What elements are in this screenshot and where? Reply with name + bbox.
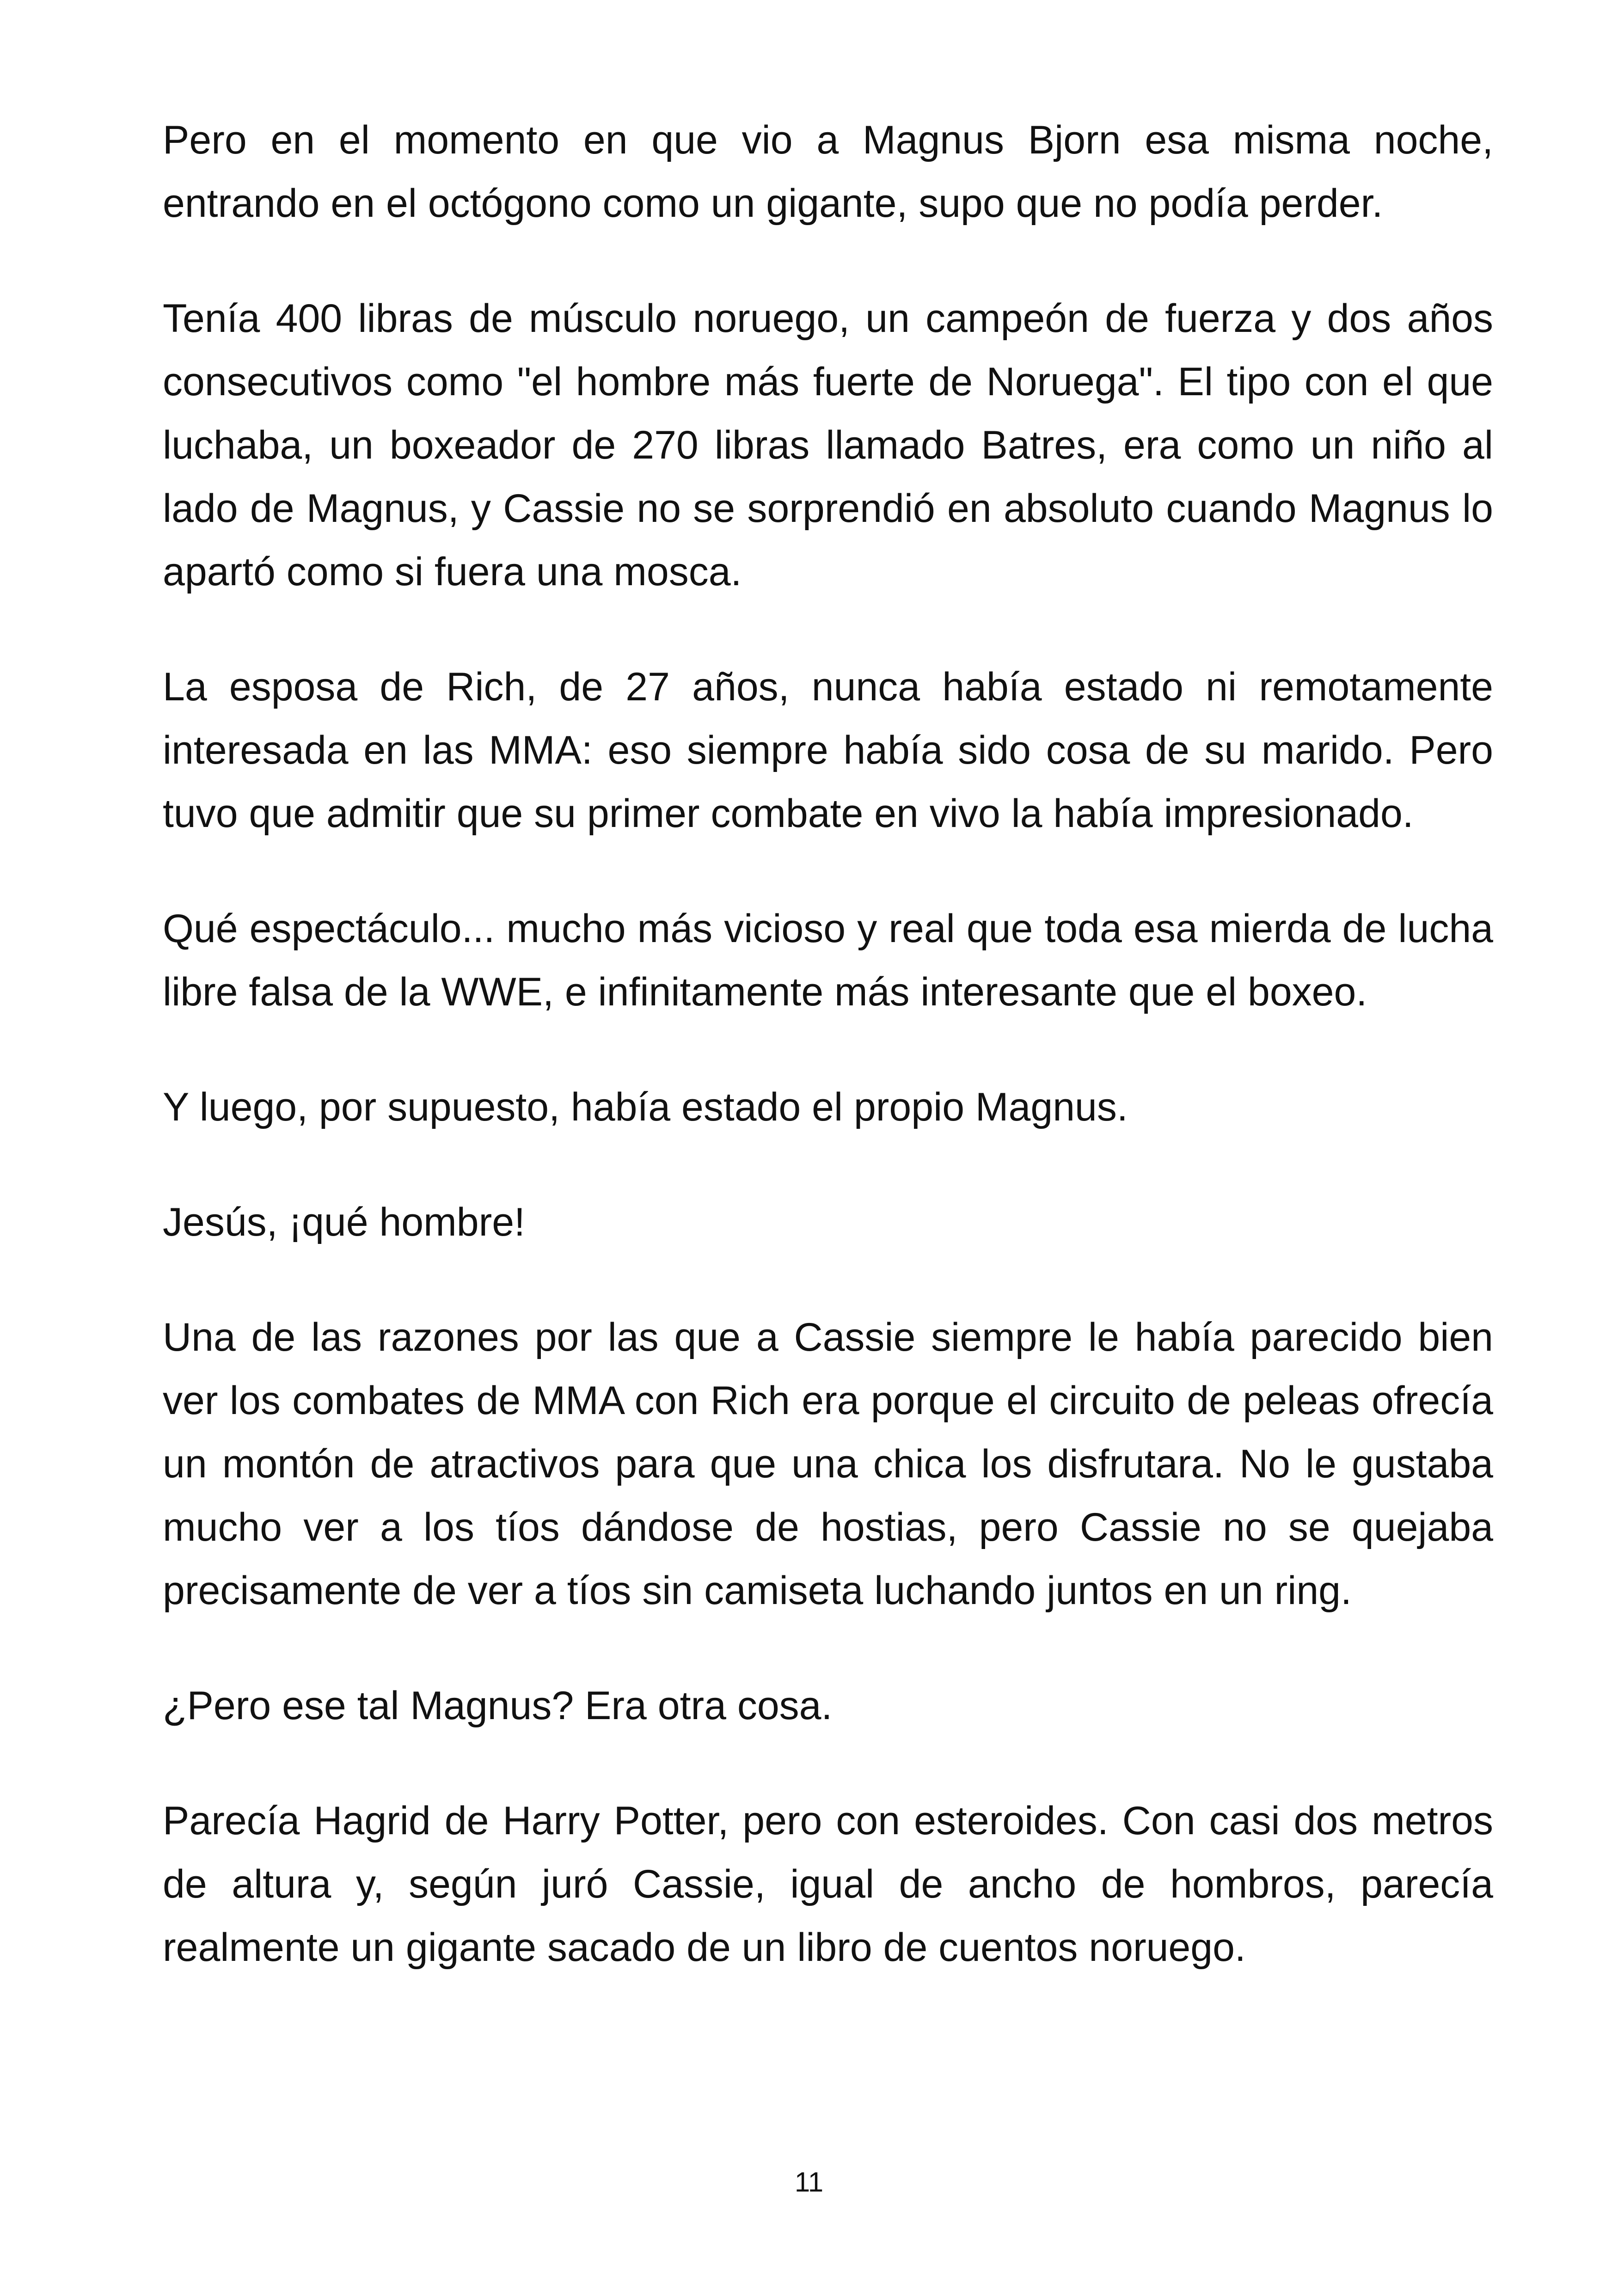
paragraph: Tenía 400 libras de músculo noruego, un campeón de fuerza y dos años consecutivos como "el hombre más fuerte de Noruega". El tipo con el que luchaba, un boxeador de 270 libras llamado Batres, era como un niño al lado de Magnus, y Cassie no se sorprendió en absoluto cuando Magnus lo apartó como si fuera una mosca. (163, 296, 1493, 594)
paragraph: Y luego, por supuesto, había estado el propio Magnus. (163, 1085, 1128, 1129)
paragraph: Pero en el momento en que vio a Magnus Bjorn esa misma noche, entrando en el octógono como un gigante, supo que no podía perder. (163, 118, 1493, 226)
paragraph: Parecía Hagrid de Harry Potter, pero con esteroides. Con casi dos metros de altura y, según juró Cassie, igual de ancho de hombros, parecía realmente un gigante sacado de un libro de cuentos noruego. (163, 1799, 1493, 1970)
paragraph: Una de las razones por las que a Cassie siempre le había parecido bien ver los combates de MMA con Rich era porque el circuito de peleas ofrecía un montón de atractivos para que una chica los disfrutara. No le gustaba mucho ver a los tíos dándose de hostias, pero Cassie no se quejaba precisamente de ver a tíos sin camiseta luchando juntos en un ring. (163, 1315, 1493, 1613)
body-text (163, 109, 1493, 2031)
paragraph: Jesús, ¡qué hombre! (163, 1200, 525, 1244)
paragraph: ¿Pero ese tal Magnus? Era otra cosa. (163, 1684, 833, 1728)
paragraph: La esposa de Rich, de 27 años, nunca había estado ni remotamente interesada en las MMA: eso siempre había sido cosa de su marido. Pero tuvo que admitir que su primer combate en vivo la había impresionado. (163, 665, 1493, 836)
paragraph: Qué espectáculo... mucho más vicioso y real que toda esa mierda de lucha libre falsa de la WWE, e infinitamente más interesante que el boxeo. (163, 906, 1493, 1014)
page-number: 11 (794, 2167, 824, 2198)
